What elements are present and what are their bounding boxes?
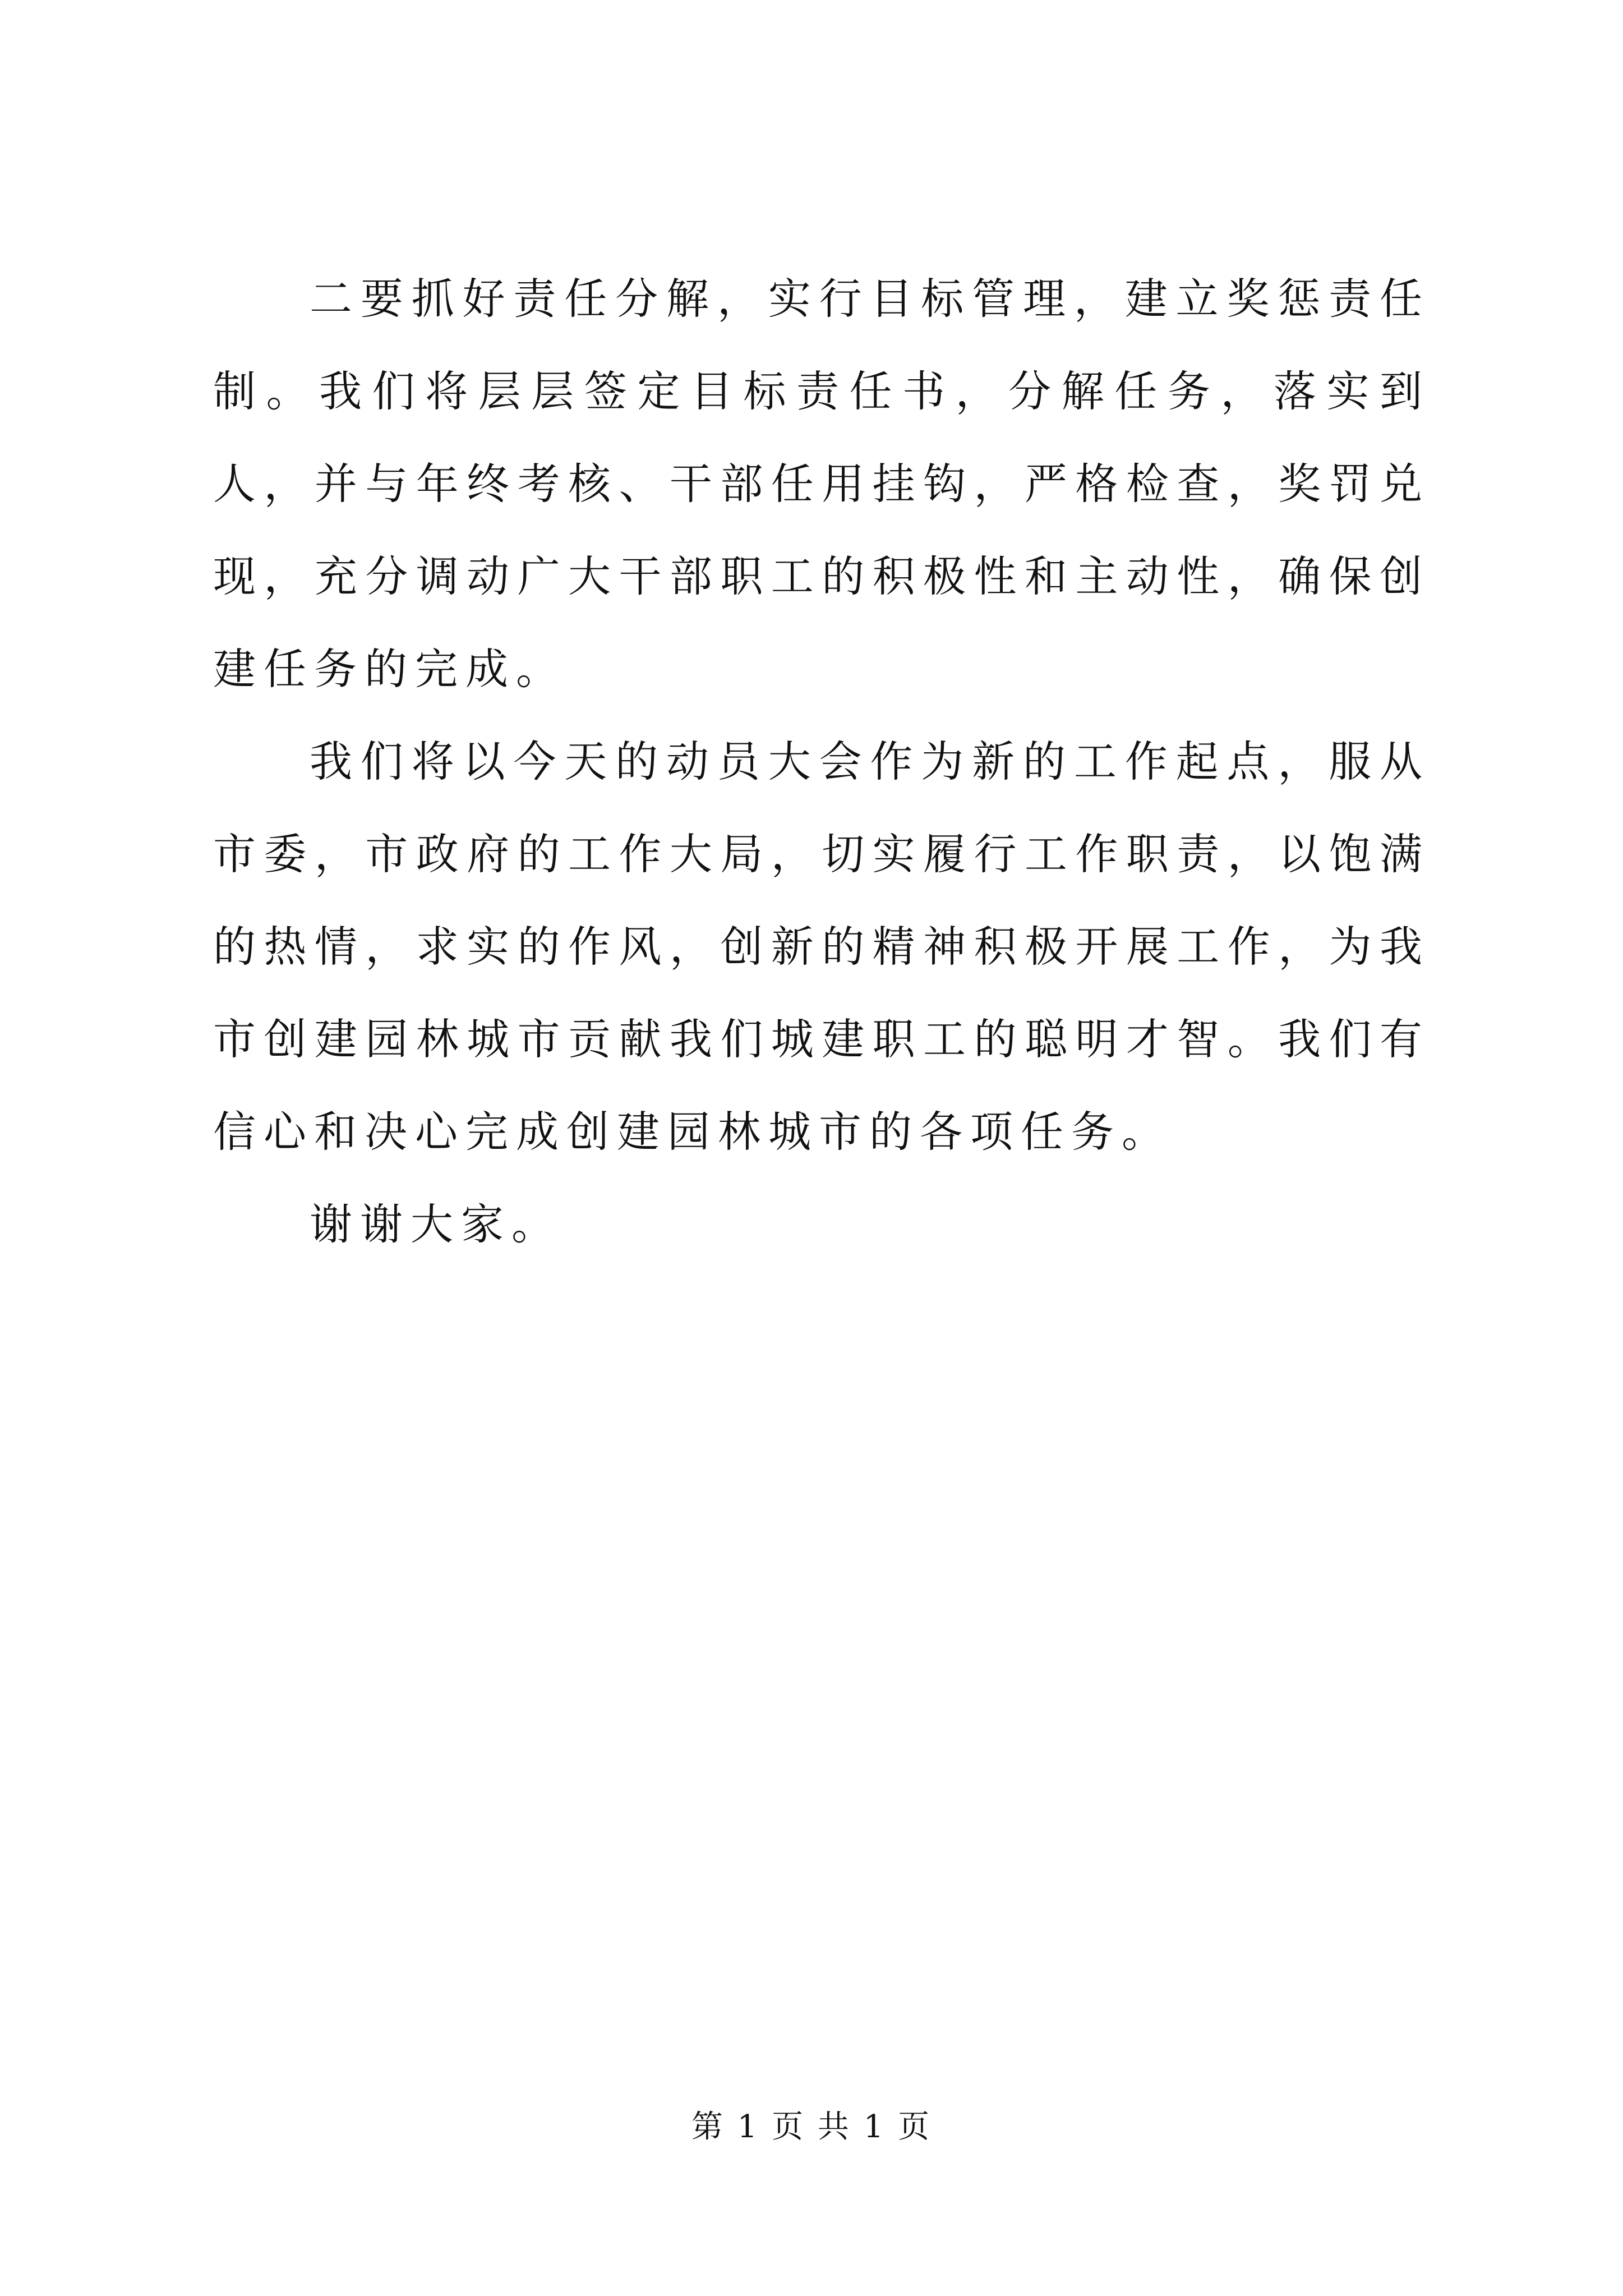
document-body xyxy=(213,252,1430,1271)
page-number-label: 第 1 页 共 1 页 xyxy=(691,2109,932,2145)
page-footer xyxy=(0,2105,1623,2150)
paragraph-responsibility: 二要抓好责任分解，实行目标管理，建立奖惩责任制。我们将层层签定目标责任书，分解任务，落实到人，并与年终考核、干部任用挂钩，严格检查，奖罚兑现，充分调动广大干部职工的积极性和主动性，确保创建任务的完成。 xyxy=(213,274,1430,694)
paragraph-closing: 谢谢大家。 xyxy=(310,1199,562,1249)
paragraph-mobilization: 我们将以今天的动员大会作为新的工作起点，服从市委，市政府的工作大局，切实履行工作职责，以饱满的热情，求实的作风，创新的精神积极开展工作，为我市创建园林城市贡献我们城建职工的聪明才智。我们有信心和决心完成创建园林城市的各项任务。 xyxy=(213,737,1430,1157)
